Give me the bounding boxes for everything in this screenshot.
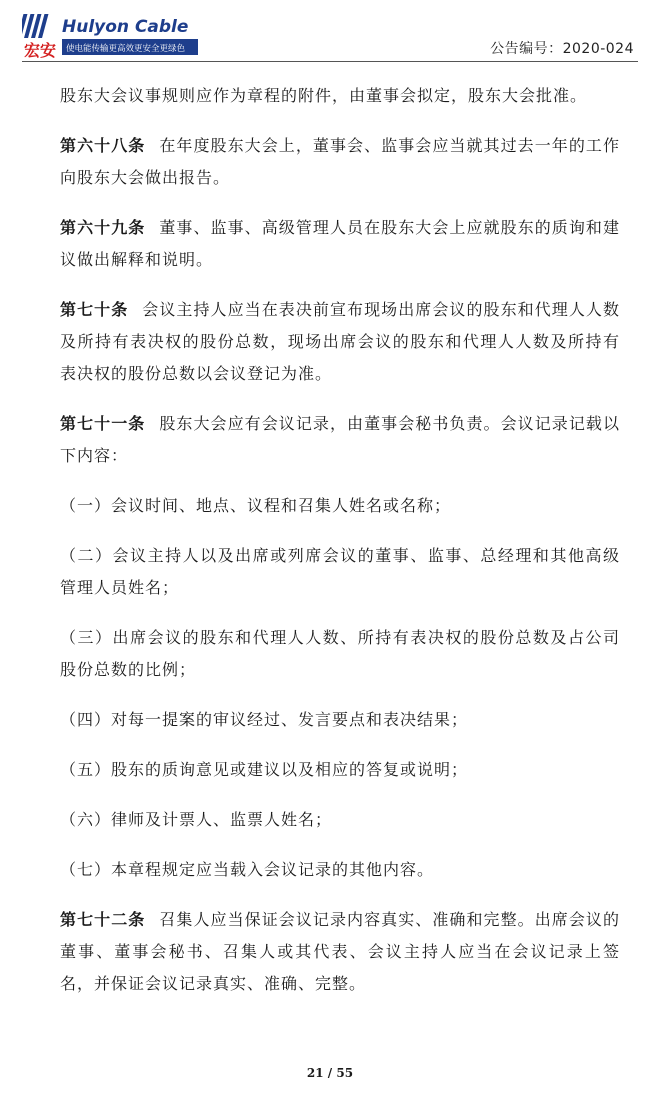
list-item: （三）出席会议的股东和代理人人数、所持有表决权的股份总数及占公司股份总数的比例；	[60, 628, 620, 679]
article-69	[60, 212, 620, 276]
article-text: 股东大会应有会议记录，由董事会秘书负责。会议记录记载以下内容：	[60, 414, 620, 465]
list-item: （一）会议时间、地点、议程和召集人姓名或名称；	[60, 496, 452, 515]
article-72	[60, 904, 620, 1000]
page-number: 21 / 55	[306, 1066, 354, 1080]
article-text: 召集人应当保证会议记录内容真实、准确和完整。出席会议的董事、董事会秘书、召集人或其代表、会议主持人应当在会议记录上签名，并保证会议记录真实、准确、完整。	[60, 910, 620, 993]
article-title: 第七十二条	[60, 910, 146, 929]
list-item: （四）对每一提案的审议经过、发言要点和表决结果；	[60, 710, 469, 729]
header-divider	[22, 61, 638, 62]
article-text: 董事、监事、高级管理人员在股东大会上应就股东的质询和建议做出解释和说明。	[60, 218, 620, 269]
article-title: 第六十九条	[60, 218, 146, 237]
page-header	[0, 0, 660, 64]
article-title: 第七十条	[60, 300, 129, 319]
list-item: （六）律师及计票人、监票人姓名；	[60, 810, 333, 829]
logo-wordmark: Hulyon Cable	[62, 17, 189, 37]
paragraph-intro	[60, 80, 620, 112]
list-item: （二）会议主持人以及出席或列席会议的董事、监事、总经理和其他高级管理人员姓名；	[60, 546, 620, 597]
article-title: 第六十八条	[60, 136, 146, 155]
logo-chinese: 宏安	[24, 41, 57, 60]
logo-slogan: 使电能传输更高效更安全更绿色	[66, 44, 186, 54]
list-item: （七）本章程规定应当载入会议记录的其他内容。	[60, 860, 435, 879]
document-body	[60, 80, 620, 1018]
article-title: 第七十一条	[60, 414, 146, 433]
article-70	[60, 294, 620, 390]
announcement-number: 公告编号：2020-024	[490, 41, 634, 57]
article-68	[60, 130, 620, 194]
article-71	[60, 408, 620, 472]
list-item: （五）股东的质询意见或建议以及相应的答复或说明；	[60, 760, 469, 779]
article-text: 在年度股东大会上，董事会、监事会应当就其过去一年的工作向股东大会做出报告。	[60, 136, 620, 187]
company-logo	[22, 12, 202, 60]
article-text: 会议主持人应当在表决前宣布现场出席会议的股东和代理人人数及所持有表决权的股份总数，现场出席会议的股东和代理人人数及所持有表决权的股份总数以会议登记为准。	[60, 300, 620, 383]
paragraph-text: 股东大会议事规则应作为章程的附件，由董事会拟定，股东大会批准。	[60, 86, 588, 105]
